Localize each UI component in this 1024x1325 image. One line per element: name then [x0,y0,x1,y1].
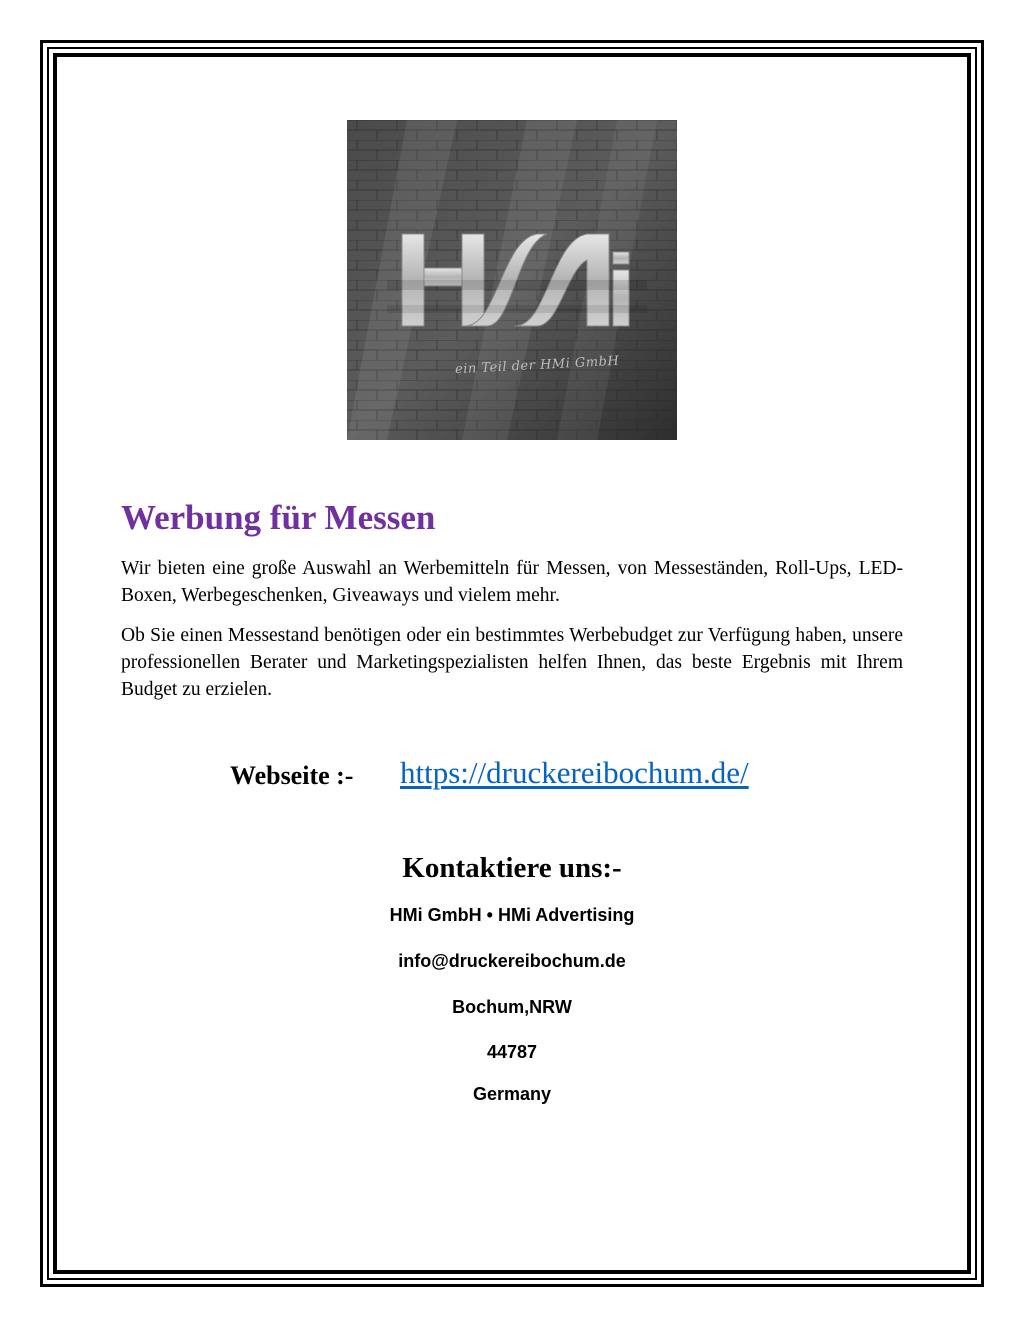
logo-tagline: ein Teil der HMi GmbH [454,353,620,378]
hmi-logo-photo [347,120,677,440]
intro-paragraph: Wir bieten eine große Auswahl an Werbemitteln für Messen, von Messeständen, Roll-Ups, LED-Boxen, Werbegeschenken, Giveaways und vielem mehr. [121,558,903,606]
contact-email: info@druckereibochum.de [398,951,626,971]
contact-title: Kontaktiere uns:- [402,852,622,884]
contact-city: Bochum,NRW [452,997,572,1017]
contact-postal-code: 44787 [486,1042,538,1062]
body-paragraph: Ob Sie einen Messestand benötigen oder ein bestimmtes Werbebudget zur Verfügung haben, unsere professionellen Berater und Marketingspezialisten helfen Ihnen, das beste Ergebnis mit Ihrem Budget zu erzielen. [121,625,903,700]
website-row [0,755,1024,803]
website-link[interactable]: https://druckereibochum.de/ [400,755,749,790]
contact-country: Germany [472,1084,552,1104]
page-heading: Werbung für Messen [121,498,436,537]
website-label: Webseite :- [230,761,354,790]
contact-company: HMi GmbH • HMi Advertising [389,905,635,925]
